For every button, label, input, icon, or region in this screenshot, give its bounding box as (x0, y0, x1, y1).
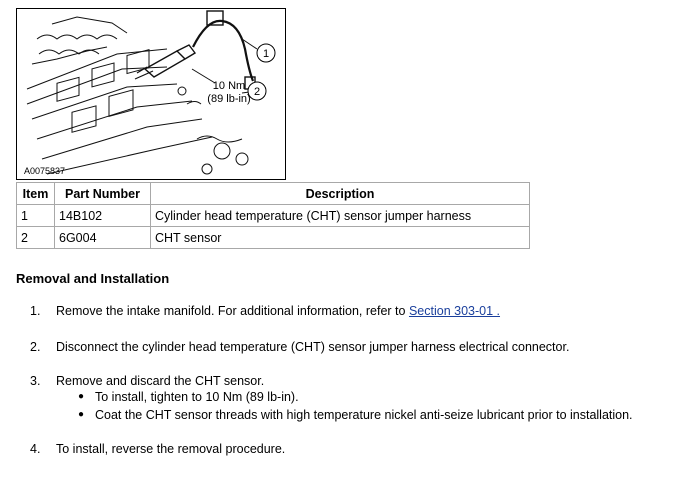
bullet-icon: ● (78, 391, 85, 402)
torque-value-imperial: (89 lb-in) (207, 93, 251, 105)
table-row (17, 227, 530, 249)
cell-item: 1 (17, 205, 55, 227)
step-text: Remove and discard the CHT sensor. (56, 374, 265, 388)
step-number: 4. (30, 442, 41, 456)
bullet-icon: ● (78, 409, 85, 420)
table-header-row (17, 183, 530, 205)
step-text: Remove the intake manifold. For additional information, refer to (56, 304, 409, 318)
callout-label-2: 2 (253, 86, 261, 98)
step-number: 1. (30, 304, 41, 318)
cell-part-number: 6G004 (55, 227, 151, 249)
torque-value: 10 Nm (212, 80, 246, 92)
bullet-text: To install, tighten to 10 Nm (89 lb-in). (95, 390, 299, 404)
step-text: To install, reverse the removal procedure. (56, 442, 286, 456)
engine-illustration (16, 8, 286, 180)
header-description: Description (151, 183, 530, 205)
step-text: Disconnect the cylinder head temperature (CHT) sensor jumper harness electrical connector. (56, 340, 570, 354)
engine-line-drawing (17, 9, 286, 180)
header-part-number: Part Number (55, 183, 151, 205)
step-number: 3. (30, 374, 41, 388)
section-heading: Removal and Installation (16, 271, 170, 286)
cell-description: Cylinder head temperature (CHT) sensor jumper harness (151, 205, 530, 227)
table-row (17, 205, 530, 227)
figure-id: A0075837 (24, 166, 66, 176)
section-303-01-link[interactable]: Section 303-01 . (408, 304, 501, 318)
cell-description: CHT sensor (151, 227, 530, 249)
step-number: 2. (30, 340, 41, 354)
cell-item: 2 (17, 227, 55, 249)
callout-label-1: 1 (262, 48, 270, 60)
parts-table (16, 182, 530, 249)
bullet-text: Coat the CHT sensor threads with high temperature nickel anti-seize lubricant prior to installation. (95, 408, 633, 422)
cell-part-number: 14B102 (55, 205, 151, 227)
header-item: Item (17, 183, 55, 205)
